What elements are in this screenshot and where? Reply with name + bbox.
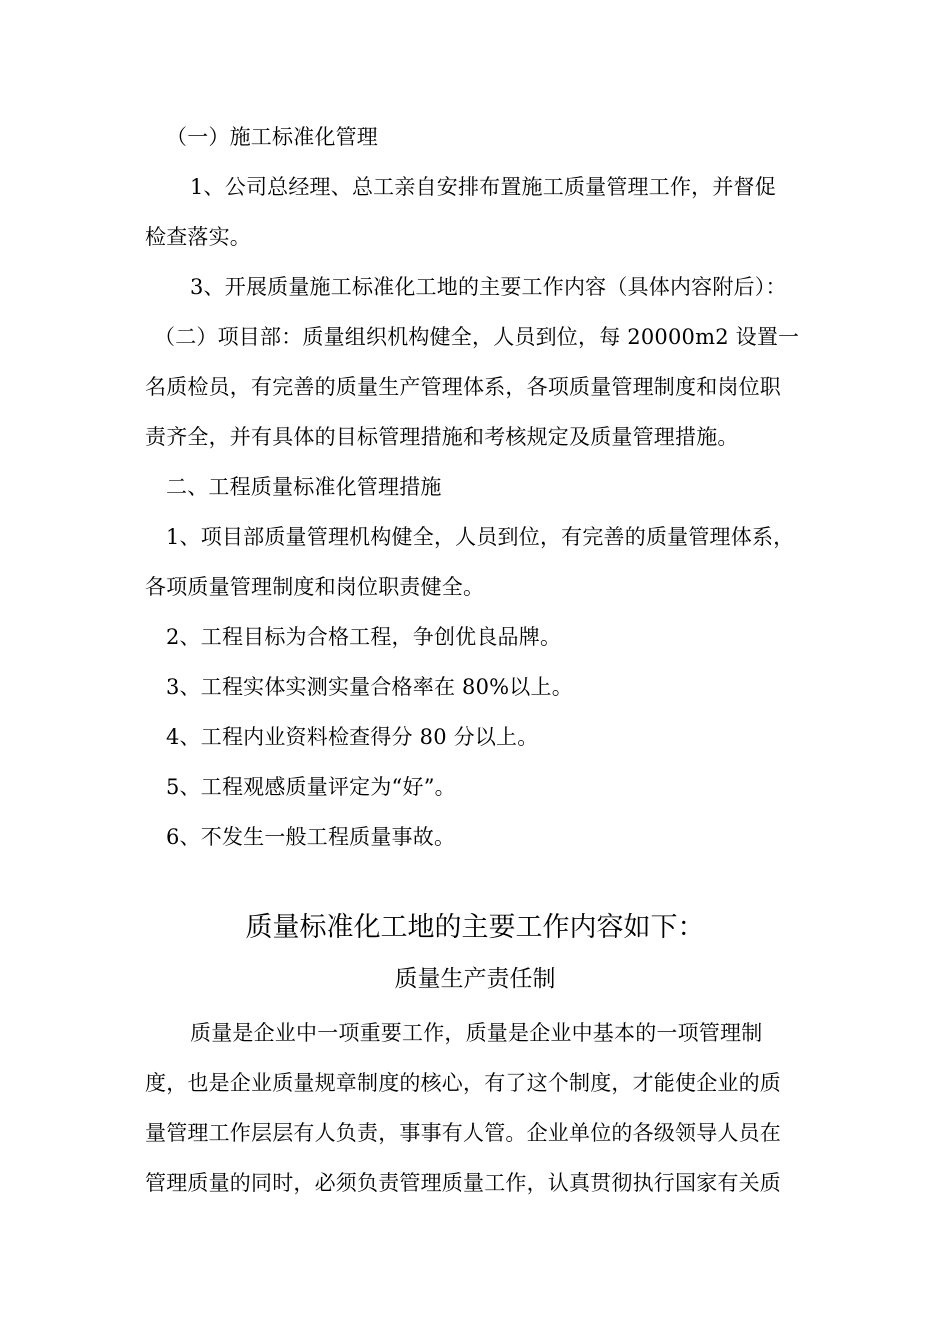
section-heading-construction-standardization: （一）施工标准化管理 [166,125,378,149]
list-item: 2、工程目标为合格工程，争创优良品牌。 [166,625,562,649]
body-paragraph-line: 管理质量的同时，必须负责管理质量工作，认真贯彻执行国家有关质 [145,1171,781,1195]
body-paragraph-line: 量管理工作层层有人负责，事事有人管。企业单位的各级领导人员在 [145,1121,781,1145]
list-item: 6、不发生一般工程质量事故。 [166,825,456,849]
body-paragraph-line: 度，也是企业质量规章制度的核心，有了这个制度，才能使企业的质 [145,1071,781,1095]
sub-heading: 质量生产责任制 [394,966,556,992]
list-item: 3、工程实体实测实量合格率在 80%以上。 [166,675,573,699]
paragraph-line: 3、开展质量施工标准化工地的主要工作内容（具体内容附后）： [190,275,787,299]
list-item: 4、工程内业资料检查得分 80 分以上。 [166,725,539,749]
section-heading-quality-measures: 二、工程质量标准化管理措施 [166,475,442,499]
list-item: 5、工程观感质量评定为“好”。 [166,775,456,799]
paragraph-line: 1、公司总经理、总工亲自安排布置施工质量管理工作，并督促 [190,175,776,199]
paragraph-line: 责齐全，并有具体的目标管理措施和考核规定及质量管理措施。 [145,425,739,449]
section-heading-project-department: （二）项目部：质量组织机构健全，人员到位，每 20000m2 设置一 [154,325,800,349]
list-item: 1、项目部质量管理机构健全，人员到位，有完善的质量管理体系， [166,525,795,549]
paragraph-line: 检查落实。 [145,225,251,249]
list-item-continuation: 各项质量管理制度和岗位职责健全。 [145,575,485,599]
body-paragraph-line: 质量是企业中一项重要工作，质量是企业中基本的一项管理制 [190,1021,763,1045]
paragraph-line: 名质检员，有完善的质量生产管理体系，各项质量管理制度和岗位职 [145,375,781,399]
main-heading: 质量标准化工地的主要工作内容如下： [245,912,705,943]
